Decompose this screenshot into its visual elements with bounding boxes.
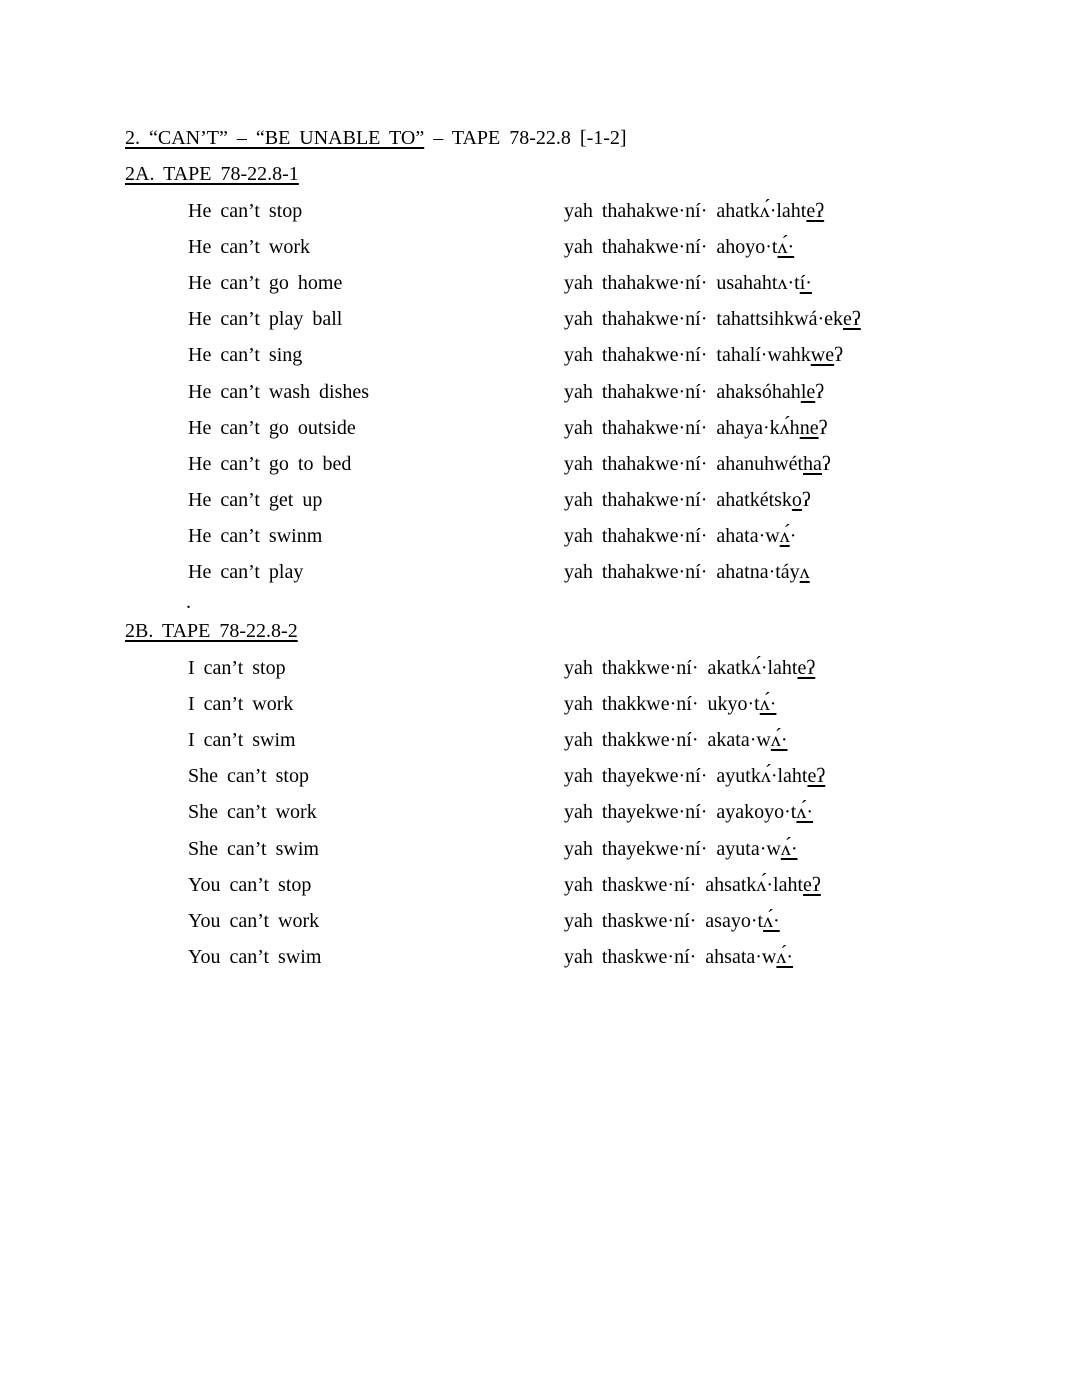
mohawk-text: yah thakkwe·ní· akatkʌ́·laht — [564, 657, 798, 679]
mohawk-text: yah thahakwe·ní· ahatna·táy — [564, 561, 800, 583]
list-item — [0, 488, 1066, 512]
mohawk-text: yah thakkwe·ní· ukyo·t — [564, 693, 760, 716]
mohawk-text: yah thahakwe·ní· tahattsihkwá·ek — [564, 308, 844, 331]
section-b-heading — [125, 619, 298, 643]
mohawk-translation — [564, 416, 827, 440]
mohawk-underlined-segment: ha — [803, 452, 822, 475]
mohawk-underlined-segment: eʔ — [806, 200, 825, 222]
mohawk-underlined-segment: eʔ — [803, 873, 821, 896]
mohawk-underlined-segment: ne — [799, 416, 819, 439]
section-b-heading-text: 2B. TAPE 78-22.8-2 — [125, 620, 298, 642]
mohawk-text: yah thayekwe·ní· ayutkʌ́·laht — [564, 765, 808, 788]
mohawk-underlined-segment: ʌ́· — [780, 837, 798, 860]
section-a-heading-text: 2A. TAPE 78-22.8-1 — [125, 163, 299, 185]
mohawk-text: yah thahakwe·ní· usahahtʌ·t — [564, 272, 800, 295]
mohawk-underlined-segment: ʌ́ — [779, 524, 790, 547]
list-item — [0, 728, 1066, 752]
mohawk-underlined-segment: ʌ́· — [777, 236, 795, 259]
english-phrase: She can’t swim — [188, 837, 319, 860]
list-item — [0, 764, 1066, 788]
english-phrase: He can’t sing — [188, 344, 303, 367]
mohawk-text: yah thayekwe·ní· ayuta·w — [564, 837, 781, 860]
mohawk-translation — [564, 728, 787, 752]
page-title-underlined: 2. “CAN’T” – “BE UNABLE TO” — [125, 127, 425, 149]
mohawk-translation — [564, 235, 794, 259]
mohawk-translation — [564, 837, 797, 861]
page-title-rest: – TAPE 78-22.8 [-1-2] — [424, 127, 627, 149]
mohawk-underlined-segment: í· — [799, 272, 812, 295]
english-phrase: He can’t go to bed — [188, 452, 352, 475]
mohawk-translation — [564, 488, 811, 512]
list-item — [0, 307, 1066, 331]
list-item — [0, 199, 1066, 223]
english-phrase: He can’t swinm — [188, 524, 323, 547]
mohawk-underlined-segment: eʔ — [797, 657, 816, 679]
mohawk-underlined-segment: ʌ́· — [776, 945, 794, 968]
english-phrase: He can’t wash dishes — [188, 380, 370, 403]
mohawk-translation — [564, 380, 824, 404]
mohawk-underlined-segment: le — [800, 380, 816, 403]
mohawk-underlined-segment: o — [791, 488, 802, 511]
mohawk-translation — [564, 873, 821, 897]
list-item — [0, 837, 1066, 861]
mohawk-text: yah thakkwe·ní· akata·w — [564, 729, 771, 752]
english-phrase: You can’t stop — [188, 873, 312, 896]
mohawk-text: yah thahakwe·ní· ahaksóhah — [564, 380, 801, 403]
mohawk-translation — [564, 656, 815, 680]
mohawk-underlined-segment: eʔ — [843, 308, 861, 331]
list-item — [0, 909, 1066, 933]
english-phrase: I can’t swim — [188, 729, 296, 752]
mohawk-text: yah thahakwe·ní· ahaya·kʌ́h — [564, 416, 800, 439]
page-title — [125, 126, 627, 150]
mohawk-text: yah thahakwe·ní· ahatkétsk — [564, 488, 792, 511]
mohawk-translation — [564, 560, 810, 584]
list-item — [0, 656, 1066, 680]
mohawk-translation — [564, 307, 861, 331]
mohawk-underlined-segment: ʌ́· — [770, 729, 788, 752]
mohawk-text: yah thaskwe·ní· ahsata·w — [564, 945, 777, 968]
separator-dot: . — [186, 591, 191, 613]
english-phrase: I can’t stop — [188, 657, 286, 679]
mohawk-underlined-segment: ʌ́· — [759, 693, 777, 716]
mohawk-text-suffix: ʔ — [818, 416, 828, 439]
english-phrase: She can’t stop — [188, 765, 309, 788]
mohawk-translation — [564, 524, 796, 548]
list-item — [0, 560, 1066, 584]
english-phrase: You can’t swim — [188, 945, 322, 968]
mohawk-text: yah thahakwe·ní· ahanuhwét — [564, 452, 804, 475]
mohawk-text: yah thayekwe·ní· ayakoyo·t — [564, 801, 797, 824]
english-phrase: He can’t go home — [188, 272, 343, 295]
mohawk-underlined-segment: ʌ́· — [763, 909, 780, 932]
english-phrase: He can’t work — [188, 236, 311, 259]
mohawk-text-suffix: ʔ — [821, 452, 831, 475]
mohawk-underlined-segment: eʔ — [807, 765, 826, 788]
mohawk-translation — [564, 800, 813, 824]
list-item — [0, 873, 1066, 897]
mohawk-translation — [564, 452, 831, 476]
mohawk-text-suffix: ʔ — [834, 344, 844, 367]
mohawk-translation — [564, 692, 776, 716]
english-phrase: You can’t work — [188, 909, 320, 932]
mohawk-text: yah thahakwe·ní· ahoyo·t — [564, 236, 778, 259]
mohawk-translation — [564, 343, 843, 367]
list-item — [0, 800, 1066, 824]
list-item — [0, 452, 1066, 476]
mohawk-text: yah thaskwe·ní· ahsatkʌ́·laht — [564, 873, 804, 896]
list-item — [0, 416, 1066, 440]
english-phrase: He can’t stop — [188, 200, 303, 222]
list-item — [0, 271, 1066, 295]
mohawk-text-suffix: ʔ — [801, 488, 811, 511]
list-item — [0, 235, 1066, 259]
english-phrase: He can’t play ball — [188, 308, 343, 331]
mohawk-text: yah thahakwe·ní· tahalí·wahk — [564, 344, 811, 367]
english-phrase: She can’t work — [188, 801, 317, 824]
mohawk-translation — [564, 271, 812, 295]
list-item — [0, 343, 1066, 367]
mohawk-underlined-segment: we — [810, 344, 835, 367]
mohawk-text: yah thahakwe·ní· ahata·w — [564, 524, 780, 547]
mohawk-translation — [564, 764, 825, 788]
list-item — [0, 524, 1066, 548]
english-phrase: He can’t play — [188, 561, 304, 583]
mohawk-underlined-segment: ʌ́· — [796, 801, 814, 824]
english-phrase: I can’t work — [188, 693, 294, 716]
english-phrase: He can’t get up — [188, 488, 323, 511]
list-item — [0, 945, 1066, 969]
mohawk-text-suffix: · — [789, 524, 797, 547]
mohawk-text: yah thaskwe·ní· asayo·t — [564, 909, 764, 932]
mohawk-text: yah thahakwe·ní· ahatkʌ́·laht — [564, 200, 807, 222]
section-a-heading — [125, 162, 299, 186]
mohawk-text-suffix: ʔ — [815, 380, 825, 403]
list-item — [0, 380, 1066, 404]
mohawk-translation — [564, 909, 780, 933]
list-item — [0, 692, 1066, 716]
mohawk-translation — [564, 199, 824, 223]
mohawk-underlined-segment: ʌ — [799, 561, 810, 583]
english-phrase: He can’t go outside — [188, 416, 356, 439]
mohawk-translation — [564, 945, 793, 969]
